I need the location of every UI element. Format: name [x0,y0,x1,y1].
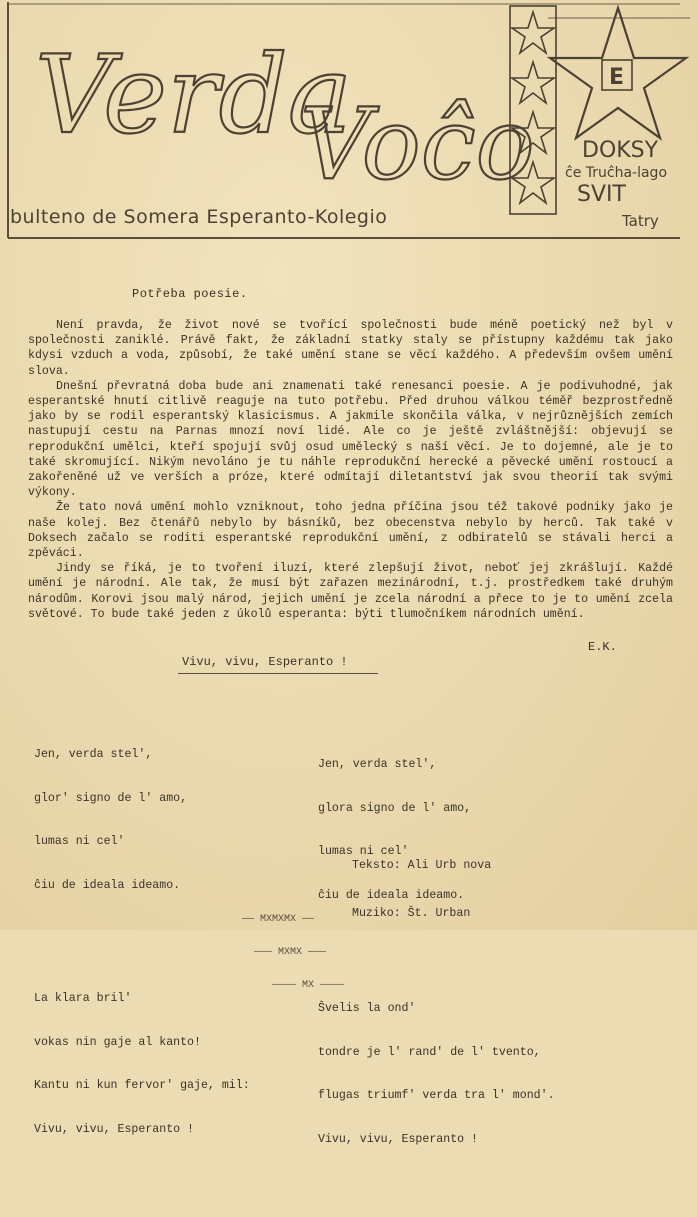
poem-line: tondre je l' rand' de l' tvento, [318,1045,541,1059]
poem-title: Vivu, vivu, Esperanto ! [182,655,348,669]
star-letter: E [609,65,625,90]
poem-line: La klara bril' [34,992,132,1005]
poem-line: vokas nin gaje al kanto! [34,1035,201,1049]
poem-stanza [318,973,555,1176]
poem-line: lumas ni cel' [34,835,125,848]
poem-line: ĉiu de ideala ideamo. [318,888,465,902]
masthead [0,0,697,245]
title-word-2: Voĉo [300,88,535,202]
poem-line: Vivu, vivu, Esperanto ! [34,1122,195,1136]
poem-line: Kantu ni kun fervor' gaje, mil: [34,1079,250,1092]
poem-stanza [34,719,250,922]
poem-line: Vivu, vivu, Esperanto ! [318,1132,479,1146]
article-signature: E.K. [588,640,617,654]
article-paragraph: Není pravda, že život nové se tvořící společnosti bude méně poetický než byl v společnosti zaniklé. Právě fakt, že základní statky staly se přístupny každému tak jako kdysi vzduch a voda, způsobí, že také umění stane se věcí každého. A především ovšem umění slova. [28,319,673,378]
article-paragraph: Jindy se říká, je to tvoření iluzí, které zlepšují život, neboť jej zkrášlují. Každé umění je národní. Ale tak, že musí být zařazen mezinárodní, t.j. prostředkem také druhým národům. Korovi jsou malý národ, jejich umění je zcela národní a přece to je to umění zcela světové. To bude také jeden z úkolů esperanta: býti tlumočníkem národních umění. [28,562,673,621]
esperanto-star-icon [550,8,686,138]
poem-title-rule [178,673,378,674]
poem-line: flugas triumf' verda tra l' mond'. [318,1089,555,1102]
ornament-line: MX [302,980,315,991]
location-doksy: DOKSY [582,138,659,163]
lyrics-credit: Teksto: Ali Urb nova [352,859,492,872]
article-paragraph: Dnešní převratná doba bude ani znamenati také renesanci poesie. A je podivuhodné, jak esperantské hnutí citlivě reaguje na tuto potřebu. Před druhou válkou téměř bezprostředně jako by se rodil esperantský klasicismus. A jakmile skončila válka, v nejrůznějších zemích nastupují cestu na Parnas mnozí noví lidé. Ale co je ještě zvláštnější: objevují se reprodukční umělci, kteří spojují svůj osud umělecký s naší věcí. Je to dojemné, ale je to také skromující. Nikým nevoláno je tu náhle reprodukční herecké a pěvecké umění rostoucí a zakořeněné už ve verších a próze, které odmítají diletantství jak svou theorií tak svými výkony. [28,379,673,500]
poem-credits [352,826,491,954]
poem-line: lumas ni cel' [318,845,409,858]
poem-line: Jen, verda stel', [34,748,153,761]
poem-line: glor' signo de l' amo, [34,791,188,805]
poem-line: Ŝvelis la ond' [318,1002,416,1015]
tagline: bulteno de Somera Esperanto-Kolegio [10,206,388,228]
ornament-line: MXMXMX [260,914,297,925]
article-heading: Potřeba poesie. [132,287,248,301]
article-paragraph: Že tato nová umění mohlo vzniknout, toho jedna příčina jsou též takové podniky jako je naše kolej. Bez čtenářů nebylo by básníků, bez obecenstva nebylo by herců. Tak také v Doksech začalo se roditi esperantské reprodukční umění, z odbiratelů se stávali herci a zpěváci. [28,501,673,561]
poem-line: glora signo de l' amo, [318,801,472,815]
location-tatry: Tatry [622,212,659,230]
location-lake: ĉe Truĉha-lago [565,165,668,181]
poem-right-column [318,700,555,1217]
article-body [28,318,673,622]
ornament-line: MXMX [278,947,303,958]
poem-line: Jen, verda stel', [318,758,437,771]
footer-ornament: —— MXMXMX —— ——— MXMX ——— ———— MX ———— [242,914,345,991]
music-credit: Muziko: Št. Urban [352,907,471,920]
location-svit: SVIT [577,182,626,207]
poem-line: ĉiu de ideala ideamo. [34,878,181,892]
title-word-1: Verda [35,33,353,158]
